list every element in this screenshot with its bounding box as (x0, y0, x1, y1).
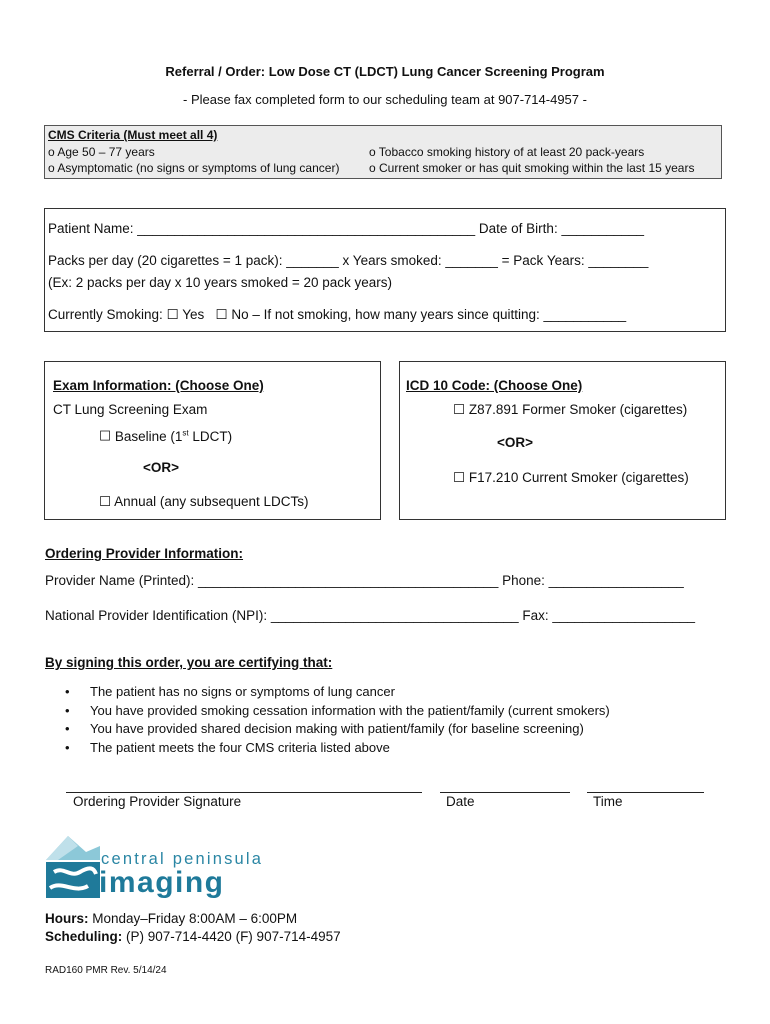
icd-heading: ICD 10 Code: (Choose One) (406, 378, 583, 393)
time-line[interactable] (587, 792, 704, 793)
logo-text-central-peninsula: central peninsula (101, 850, 264, 868)
bullet-icon: • (65, 684, 70, 699)
scheduling-label: Scheduling: (45, 929, 123, 944)
exam-or-divider: <OR> (143, 460, 180, 475)
hours-label: Hours: (45, 911, 89, 926)
bullet-icon: • (65, 702, 70, 718)
pack-years-example: (Ex: 2 packs per day x 10 years smoked = 20 pack years) (48, 275, 393, 290)
bullet-icon: • (65, 739, 70, 755)
smoking-no-label[interactable]: No – If not smoking, how many years since quitting: ___________ (231, 307, 627, 322)
pack-years-line[interactable]: Packs per day (20 cigarettes = 1 pack): _______ x Years smoked: _______ = Pack Years: ________ (48, 253, 649, 268)
provider-name-phone-line[interactable]: Provider Name (Printed): ________________________________________ Phone: __________________ (45, 573, 684, 588)
exam-info-box (44, 361, 381, 520)
cms-criteria-box (44, 125, 722, 179)
current-smoker-checkbox[interactable]: ☐ (453, 470, 466, 485)
form-title: Referral / Order: Low Dose CT (LDCT) Lung Cancer Screening Program (165, 64, 605, 79)
currently-smoking-row (48, 307, 626, 323)
patient-info-box (44, 208, 726, 332)
icd-current-smoker-option (453, 470, 689, 486)
date-label: Date (446, 794, 475, 809)
hours-value: Monday–Friday 8:00AM – 6:00PM (88, 911, 298, 926)
certify-heading: By signing this order, you are certifying that: (45, 655, 333, 670)
signature-line[interactable] (66, 792, 422, 793)
logo-text-imaging: imaging (99, 866, 225, 899)
date-line[interactable] (440, 792, 570, 793)
form-revision-code: RAD160 PMR Rev. 5/14/24 (45, 965, 167, 976)
currently-smoking-label: Currently Smoking: (48, 307, 163, 322)
annual-checkbox[interactable]: ☐ (99, 494, 112, 509)
time-label: Time (593, 794, 623, 809)
cms-criterion-quit-window: o Current smoker or has quit smoking within the last 15 years (369, 161, 695, 175)
scheduling-value: (P) 907-714-4420 (F) 907-714-4957 (122, 929, 341, 944)
patient-name-dob-line[interactable]: Patient Name: _____________________________________________ Date of Birth: ___________ (48, 221, 645, 236)
former-smoker-checkbox[interactable]: ☐ (453, 402, 466, 417)
cms-criterion-age: o Age 50 – 77 years (48, 145, 155, 159)
baseline-label: Baseline (1st LDCT) (114, 428, 233, 444)
baseline-option (99, 428, 232, 445)
exam-type-label: CT Lung Screening Exam (53, 402, 208, 417)
provider-heading: Ordering Provider Information: (45, 546, 244, 561)
smoking-no-checkbox[interactable]: ☐ (215, 307, 228, 322)
cms-criterion-pack-years: o Tobacco smoking history of at least 20 pack-years (369, 145, 645, 159)
icd-code-box (399, 361, 726, 520)
baseline-checkbox[interactable]: ☐ (99, 428, 112, 444)
icd-former-smoker-option (453, 402, 687, 418)
annual-label: Annual (any subsequent LDCTs) (114, 494, 309, 509)
icd-or-divider: <OR> (497, 435, 534, 450)
exam-info-heading: Exam Information: (Choose One) (53, 378, 264, 393)
cms-criteria-heading: CMS Criteria (Must meet all 4) (48, 128, 218, 142)
scheduling-line (45, 929, 341, 944)
former-smoker-label: Z87.891 Former Smoker (cigarettes) (468, 402, 688, 417)
cms-criterion-asymptomatic: o Asymptomatic (no signs or symptoms of lung cancer) (48, 161, 340, 175)
cpi-logo-mark-icon (44, 832, 104, 902)
bullet-icon: • (65, 721, 70, 736)
annual-option (99, 494, 308, 510)
smoking-yes-checkbox[interactable]: ☐ (166, 307, 179, 322)
hours-line (45, 911, 297, 926)
provider-npi-fax-line[interactable]: National Provider Identification (NPI): _________________________________ Fax: ___________________ (45, 608, 696, 623)
smoking-yes-label: Yes (182, 307, 205, 322)
signature-label: Ordering Provider Signature (73, 794, 242, 809)
current-smoker-label: F17.210 Current Smoker (cigarettes) (468, 470, 689, 485)
fax-instruction: - Please fax completed form to our scheduling team at 907-714-4957 - (183, 92, 587, 107)
